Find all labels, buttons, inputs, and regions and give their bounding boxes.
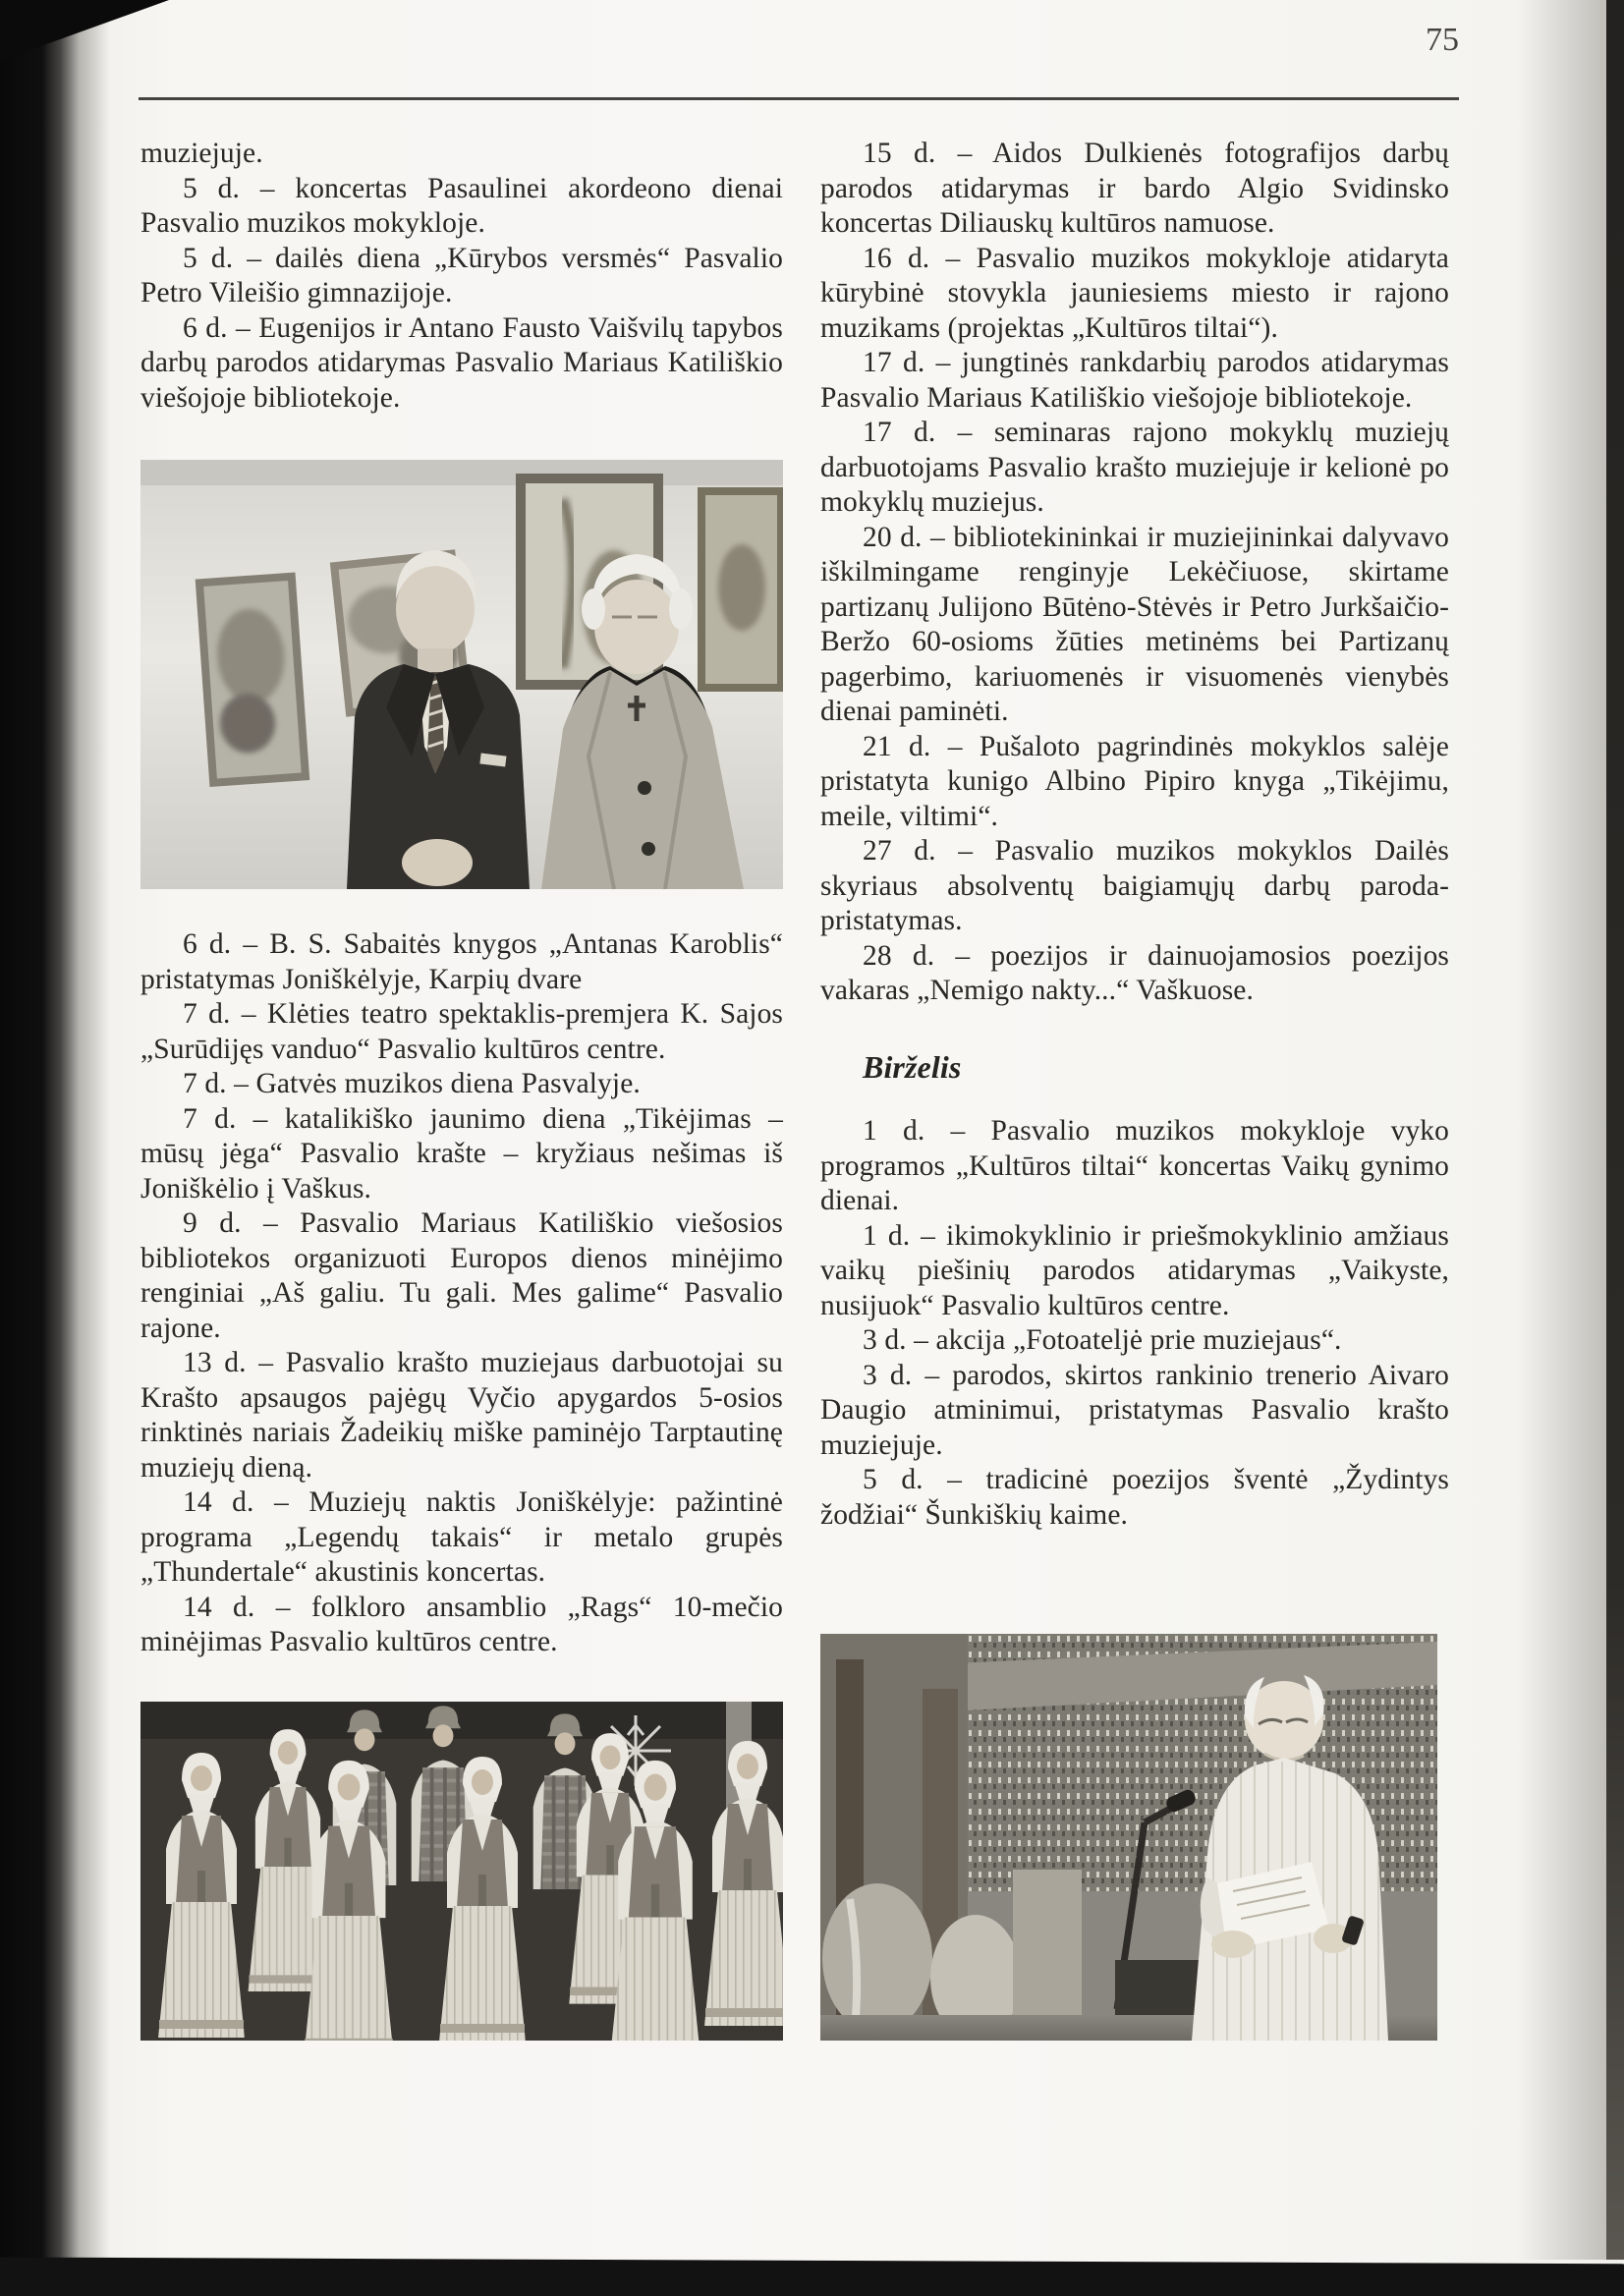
paragraph: 17 d. – jungtinės rankdarbių parodos atidarymas Pasvalio Mariaus Katiliškio viešojoje bibliotekoje. [820, 347, 1449, 414]
paragraph: 20 d. – bibliotekininkai ir muziejininkai dalyvavo iškilmingame renginyje Lekėčiuose, skirtame partizanų Julijono Būtėno-Stėvės ir Petro Jurkšaičio-Beržo 60-osioms žūties metinėms bei Partizanų pagerbimo, kariuomenės ir visuomenės vienybės dienai paminėti. [820, 521, 1449, 727]
paragraph: 1 d. – Pasvalio muzikos mokykloje vyko programos „Kultūros tiltai“ koncertas Vaikų gynimo dienai. [820, 1115, 1449, 1216]
paragraph: 14 d. – folkloro ansamblio „Rags“ 10-mečio minėjimas Pasvalio kultūros centre. [140, 1591, 783, 1657]
left-column-bottom-block [140, 927, 783, 1660]
paragraph: 15 d. – Aidos Dulkienės fotografijos darbų parodos atidarymas ir bardo Algio Svidinsko koncertas Diliauskų kultūros namuose. [820, 138, 1449, 239]
paragraph: 17 d. – seminaras rajono mokyklų muziejų darbuotojams Pasvalio krašto muziejuje ir kelionė po mokyklų muziejus. [820, 417, 1449, 518]
paragraph: 21 d. – Pušaloto pagrindinės mokyklos salėje pristatyta kunigo Albino Pipiro knyga „Tikėjimu, meile, viltimi“. [820, 730, 1449, 832]
right-column [820, 137, 1449, 1533]
photo-exhibition-couple-graphic [140, 460, 783, 889]
paragraph: 7 d. – Klėties teatro spektaklis-premjera K. Sajos „Surūdijęs vanduo“ Pasvalio kultūros centre. [140, 998, 783, 1065]
paragraph: 5 d. – koncertas Pasaulinei akordeono dienai Pasvalio muzikos mokykloje. [140, 172, 783, 239]
paragraph: 6 d. – B. S. Sabaitės knygos „Antanas Karoblis“ pristatymas Joniškėlyje, Karpių dvare [140, 928, 783, 995]
paragraph: 16 d. – Pasvalio muzikos mokykloje atidaryta kūrybinė stovykla jauniesiems miesto ir rajono muzikams (projektas „Kultūros tiltai“). [820, 242, 1449, 344]
paragraph: 14 d. – Muziejų naktis Joniškėlyje: pažintinė programa „Legendų takais“ ir metalo grupės „Thundertale“ akustinis koncertas. [140, 1486, 783, 1588]
paragraph: 7 d. – katalikiško jaunimo diena „Tikėjimas – mūsų jėga“ Pasvalio krašte – kryžiaus nešimas iš Joniškėlio į Vaškus. [140, 1102, 783, 1204]
page-right-edge [1606, 0, 1624, 2260]
book-binding-shadow [0, 0, 110, 2296]
paragraph: muziejuje. [140, 138, 263, 169]
paragraph: 9 d. – Pasvalio Mariaus Katiliškio viešosios bibliotekos organizuoti Europos dienos minėjimo renginiai „Aš galiu. Tu gali. Mes galime“ Pasvalio rajone. [140, 1207, 783, 1344]
page-bottom-edge [0, 2255, 1624, 2296]
paragraph: 27 d. – Pasvalio muzikos mokyklos Dailės skyriaus absolventų baigiamųjų darbų paroda-pristatymas. [820, 835, 1449, 936]
header-rule [139, 97, 1459, 100]
photo-exhibition-couple [140, 460, 783, 889]
paragraph: 3 d. – parodos, skirtos rankinio trenerio Aivaro Daugio atminimui, pristatymas Pasvalio krašto muziejuje. [820, 1359, 1449, 1461]
section-heading-june: Birželis [863, 1048, 962, 1085]
paragraph: 5 d. – tradicinė poezijos šventė „Žydintys žodžiai“ Šunkiškių kaime. [820, 1464, 1449, 1531]
paragraph: 28 d. – poezijos ir dainuojamosios poezijos vakaras „Nemigo nakty...“ Vaškuose. [820, 939, 1449, 1006]
page-number: 75 [1426, 22, 1459, 58]
left-column-top-block [140, 137, 783, 416]
paragraph: 6 d. – Eugenijos ir Antano Fausto Vaišvilų tapybos darbų parodos atidarymas Pasvalio Mariaus Katiliškio viešojoje bibliotekoje. [140, 311, 783, 414]
photo-man-reading [820, 1634, 1437, 2041]
photo-folk-ensemble [140, 1702, 783, 2041]
paragraph: 7 d. – Gatvės muzikos diena Pasvalyje. [183, 1068, 641, 1099]
photo-man-reading-graphic [820, 1634, 1437, 2041]
paragraph: 5 d. – dailės diena „Kūrybos versmės“ Pasvalio Petro Vileišio gimnazijoje. [140, 242, 783, 308]
paragraph: 3 d. – akcija „Fotoateljė prie muziejaus“. [863, 1324, 1342, 1356]
paragraph: 13 d. – Pasvalio krašto muziejaus darbuotojai su Krašto apsaugos pajėgų Vyčio apygardos 5-osios rinktinės nariais Žadeikių miške paminėjo Tarptautinę muziejų dieną. [140, 1347, 783, 1484]
paragraph: 1 d. – ikimokyklinio ir priešmokyklinio amžiaus vaikų piešinių parodos atidarymas „Vaikyste, nusijuok“ Pasvalio kultūros centre. [820, 1219, 1449, 1321]
page-curl-shading [1518, 0, 1606, 2260]
photo-folk-ensemble-graphic [140, 1702, 783, 2041]
